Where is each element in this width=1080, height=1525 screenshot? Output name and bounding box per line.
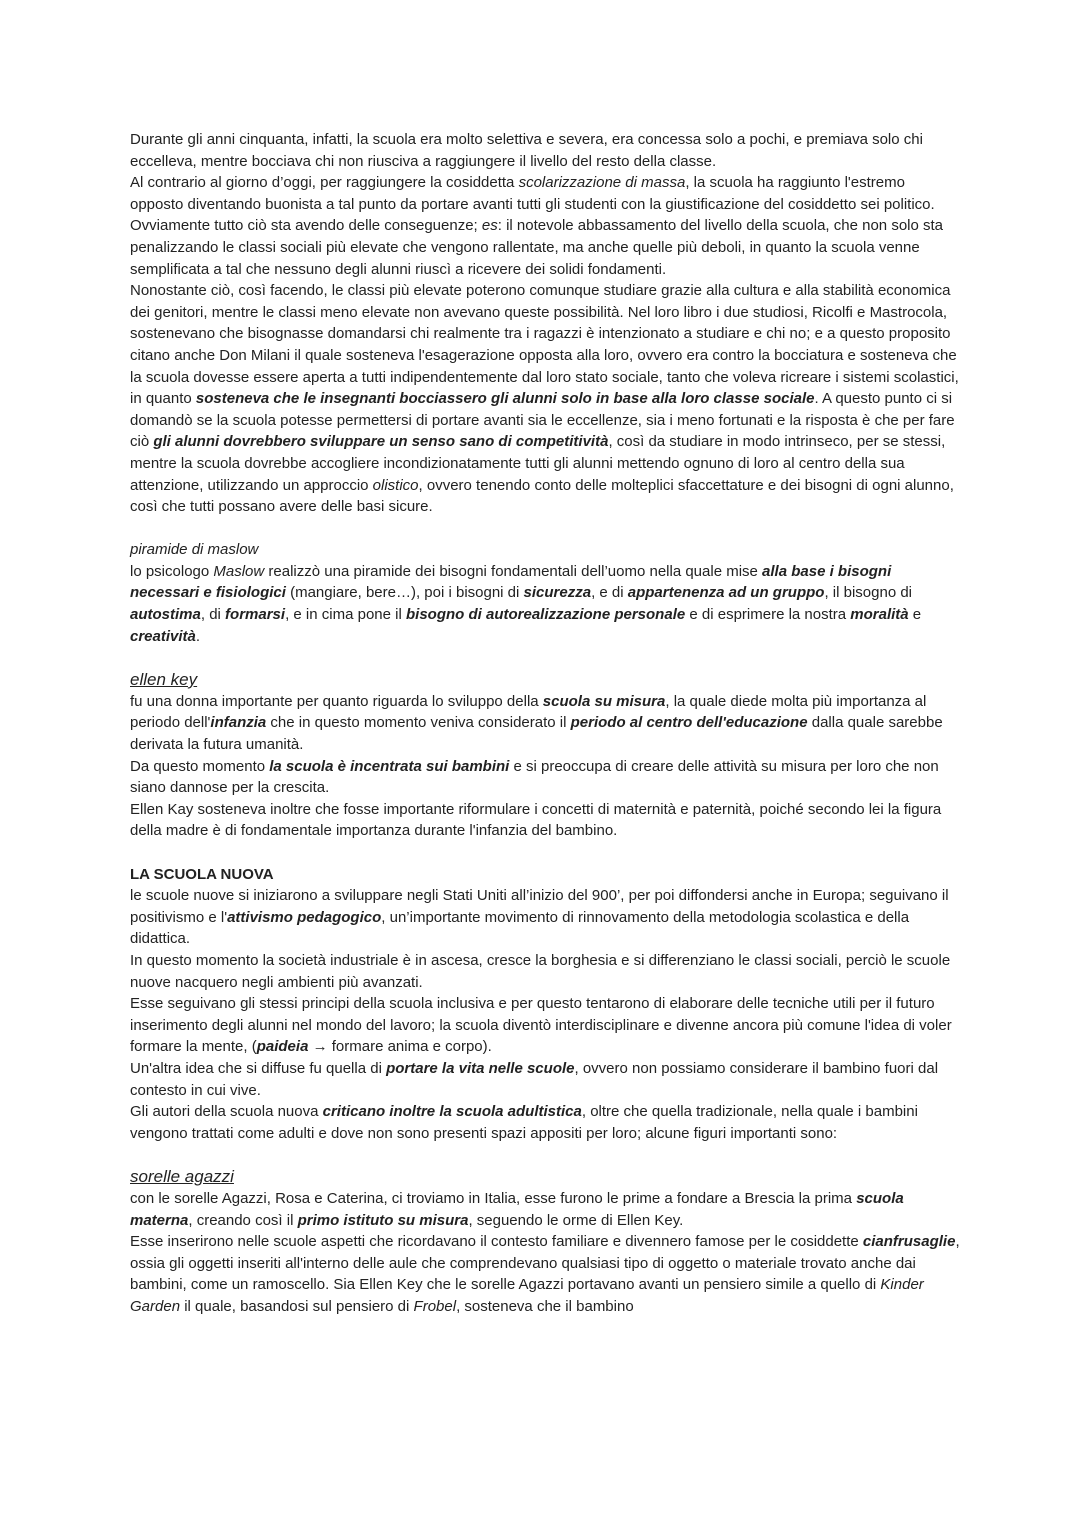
- emphasis-text: cianfrusaglie: [862, 1233, 956, 1251]
- text-run: Ellen Kay sosteneva inoltre che fosse importante riformulare i concetti di maternità e paternità, poiché secondo lei la figura della madre è di fondamentale importanza durante l'infanzia del bambino.: [130, 800, 942, 840]
- text-run: , e in cima pone il: [285, 606, 406, 624]
- paragraph: [130, 993, 960, 1058]
- text-run: Un'altra idea che si diffuse fu quella di: [130, 1059, 387, 1077]
- emphasis-text: attivismo pedagogico: [227, 908, 382, 926]
- section-heading: ellen key: [130, 669, 198, 689]
- text-run: Esse inserirono nelle scuole aspetti che ricordavano il contesto familiare e divennero famose per le cosiddette: [130, 1233, 863, 1251]
- section-heading: piramide di maslow: [130, 541, 259, 559]
- text-run: , un’importante movimento di rinnovamento della metodologia scolastica e della didattica.: [130, 908, 910, 948]
- emphasis-text: portare la vita nelle scuole: [386, 1059, 575, 1077]
- emphasis-text: gli alunni dovrebbero sviluppare un senso sano di competitività: [153, 433, 609, 451]
- text-run: , ossia gli oggetti inseriti all'interno delle aule che comprendevano qualsiasi tipo di oggetto o materiale trovato anche dai bambini, come un ramoscello. Sia Ellen Key che le sorelle Agazzi portavano avanti un pensiero simile a quello di: [130, 1233, 960, 1294]
- paragraph: [130, 1058, 960, 1101]
- text-run: (mangiare, bere…), poi i bisogni di: [285, 584, 524, 602]
- emphasis-text: es: [481, 217, 498, 235]
- text-run: che in questo momento veniva considerato il: [266, 714, 571, 732]
- text-run: Nonostante ciò, così facendo, le classi più elevate poterono comunque studiare grazie alla cultura e alla stabilità economica dei genitori, mentre le classi meno elevate non avevano queste possibilità. Nel loro libro i due studiosi, Ricolfi e Mastrocola, sostenevano che bisognasse domandarsi chi realmente tra i ragazzi è intenzionato a studiare e chi no; e a questo proposito citano anche Don Milani il quale sosteneva l'esagerazione opposta alla loro, ovvero era contro la bocciatura e sosteneva che la scuola dovesse essere aperta a tutti indipendentemente dal loro stato sociale, tanto che voleva ricreare i sistemi scolastici, in quanto: [130, 282, 959, 408]
- emphasis-text: scolarizzazione di massa: [518, 174, 686, 192]
- text-run: , di: [200, 606, 226, 624]
- text-run: , oltre che quella tradizionale, nella quale i bambini vengono trattati come adulti e dove non sono presenti spazi appositi per loro; alcune figuri importanti sono:: [130, 1103, 918, 1142]
- paragraph: [130, 691, 960, 756]
- emphasis-text: formarsi: [225, 606, 286, 624]
- text-run: , il bisogno di: [824, 584, 913, 602]
- paragraph: [130, 1231, 960, 1317]
- paragraph: [130, 1188, 960, 1231]
- text-run: Esse seguivano gli stessi principi della scuola inclusiva e per questo tentarono di elaborare delle tecniche utili per il futuro inserimento degli alunni nel mondo del lavoro; la scuola diventò interdisciplinare e divenne ancora più comune l'idea di voler formare la mente, (: [130, 995, 952, 1056]
- section-intro: [130, 129, 960, 518]
- emphasis-text: scuola su misura: [542, 692, 666, 710]
- section-heading: LA SCUOLA NUOVA: [130, 865, 274, 883]
- emphasis-text: periodo al centro dell'educazione: [570, 714, 808, 732]
- text-run: Al contrario al giorno d’oggi, per raggiungere la cosiddetta: [130, 174, 519, 192]
- text-run: , ovvero tenendo conto delle molteplici sfaccettature e dei bisogni di ogni alunno, così che tutti possano avere delle basi sicure.: [130, 476, 954, 516]
- text-run: , ovvero non possiamo considerare il bambino fuori dal contesto in cui vive.: [130, 1059, 939, 1099]
- emphasis-text: olistico: [372, 476, 419, 494]
- text-run: con le sorelle Agazzi, Rosa e Caterina, ci troviamo in Italia, esse furono le prime a fondare a Brescia la prima: [130, 1189, 857, 1207]
- emphasis-text: paideia: [256, 1038, 309, 1056]
- emphasis-text: moralità: [850, 606, 909, 624]
- section-ellen-key: [130, 669, 960, 842]
- text-run: → formare anima e corpo).: [308, 1038, 492, 1056]
- text-run: .: [195, 627, 201, 645]
- emphasis-text: primo istituto su misura: [297, 1211, 469, 1229]
- text-run: Da questo momento: [130, 757, 270, 775]
- text-run: , e di: [591, 584, 628, 602]
- text-run: il quale, basandosi sul pensiero di: [180, 1297, 414, 1315]
- text-run: : il notevole abbassamento del livello della scuola, che non solo sta penalizzando le classi sociali più elevate che vengono rallentate, ma anche quelle più deboli, in quanto la scuola venne semplificata a tal che nessuno degli alunni riuscì a ricevere dei solidi fondamenti.: [130, 217, 944, 278]
- emphasis-text: scuola materna: [130, 1189, 904, 1229]
- text-run: In questo momento la società industriale è in ascesa, cresce la borghesia e si differenziano le classi sociali, perciò le scuole nuove nacquero negli ambienti più avanzati.: [130, 951, 951, 991]
- text-run: , sosteneva che il bambino: [456, 1297, 634, 1315]
- text-run: , la scuola ha raggiunto l'estremo opposto diventando buonista a tal punto da portare avanti tutti gli studenti con la giustificazione del cosiddetto sei politico. Ovviamente tutto ciò sta avendo delle conseguenze;: [130, 174, 935, 235]
- text-run: fu una donna importante per quanto riguarda lo sviluppo della: [130, 692, 543, 710]
- emphasis-text: creatività: [130, 627, 196, 645]
- text-run: realizzò una piramide dei bisogni fondamentali dell’uomo nella quale mise: [264, 562, 763, 580]
- text-run: . A questo punto ci si domandò se la scuola potesse permettersi di portare avanti sia le eccellenze, sia i meno fortunati e la risposta è che per fare ciò: [130, 390, 955, 451]
- text-run: Gli autori della scuola nuova: [130, 1103, 323, 1121]
- emphasis-text: Kinder Garden: [130, 1276, 924, 1315]
- text-run: , la quale diede molta più importanza al periodo dell': [130, 692, 927, 732]
- paragraph: [130, 756, 960, 799]
- emphasis-text: criticano inoltre la scuola adultistica: [322, 1103, 582, 1121]
- emphasis-text: infanzia: [210, 714, 267, 732]
- paragraph: [130, 129, 960, 172]
- emphasis-text: sicurezza: [523, 584, 592, 602]
- text-run: e si preoccupa di creare delle attività su misura per loro che non siano dannose per la crescita.: [130, 757, 939, 797]
- paragraph: [130, 280, 960, 518]
- paragraph: [130, 885, 960, 950]
- text-run: , creando così il: [188, 1211, 298, 1229]
- emphasis-text: alla base i bisogni necessari e fisiologici: [130, 562, 892, 602]
- section-heading: sorelle agazzi: [130, 1166, 234, 1186]
- emphasis-text: sosteneva che le insegnanti bocciassero gli alunni solo in base alla loro classe sociale: [195, 390, 815, 408]
- section-scuola-nuova: [130, 864, 960, 1145]
- paragraph: [130, 950, 960, 993]
- text-run: Durante gli anni cinquanta, infatti, la scuola era molto selettiva e severa, era concessa solo a pochi, e premiava solo chi eccelleva, mentre bocciava chi non riusciva a raggiungere il livello del resto della classe.: [130, 131, 923, 170]
- emphasis-text: bisogno di autorealizzazione personale: [405, 606, 686, 624]
- emphasis-text: autostima: [130, 606, 201, 624]
- emphasis-text: la scuola è incentrata sui bambini: [269, 757, 510, 775]
- text-run: e: [908, 606, 922, 624]
- section-maslow: [130, 539, 960, 647]
- section-sorelle-agazzi: [130, 1166, 960, 1318]
- text-column: [130, 129, 960, 1317]
- emphasis-text: Maslow: [213, 562, 265, 580]
- paragraph: [130, 561, 960, 647]
- paragraph: [130, 1101, 960, 1144]
- section-spacer: [130, 518, 960, 540]
- text-run: le scuole nuove si iniziarono a sviluppare negli Stati Uniti all’inizio del 900’, per poi diffondersi anche in Europa; seguivano il positivismo e l': [130, 887, 949, 926]
- text-run: lo psicologo: [130, 562, 214, 580]
- section-spacer: [130, 842, 960, 864]
- paragraph: [130, 799, 960, 842]
- emphasis-text: appartenenza ad un gruppo: [627, 584, 825, 602]
- emphasis-text: Frobel: [413, 1297, 457, 1315]
- text-run: dalla quale sarebbe derivata la futura umanità.: [130, 714, 943, 754]
- text-run: e di esprimere la nostra: [685, 606, 851, 624]
- section-spacer: [130, 647, 960, 669]
- text-run: , seguendo le orme di Ellen Key.: [468, 1211, 684, 1229]
- section-spacer: [130, 1144, 960, 1166]
- paragraph: [130, 172, 960, 280]
- text-run: , così da studiare in modo intrinseco, per se stessi, mentre la scuola dovrebbe accogliere incondizionatamente tutti gli alunni mettendo ognuno di loro al centro della sua attenzione, utilizzando un approccio: [130, 433, 946, 494]
